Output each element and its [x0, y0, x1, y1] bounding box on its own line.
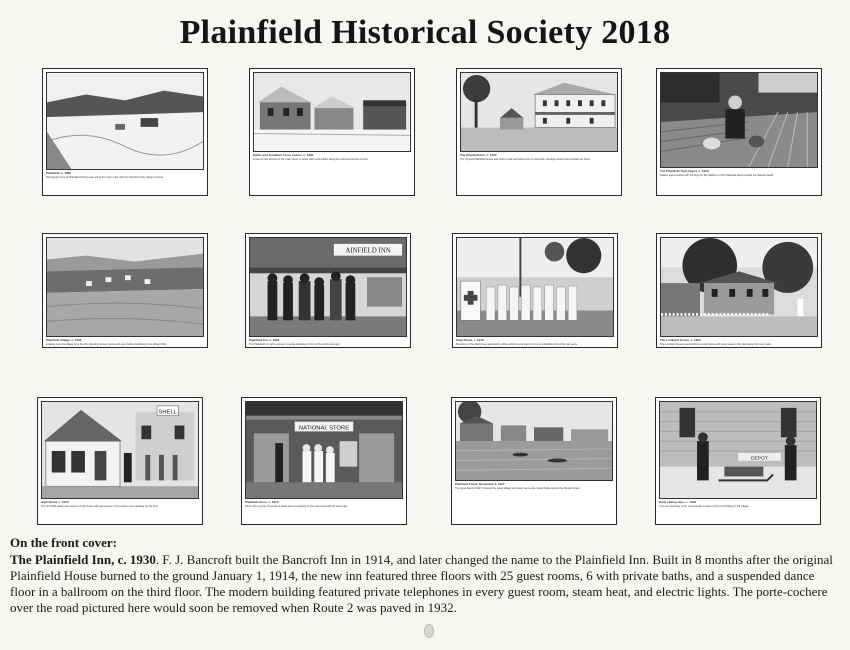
photo-card-9	[37, 397, 203, 525]
photo-card-1	[42, 68, 208, 196]
photo-sledding	[659, 401, 817, 499]
photo-flood	[455, 401, 613, 481]
photo-plainfield-inn-early	[460, 72, 618, 152]
page-title: Plainfield Historical Society 2018	[179, 14, 671, 51]
cover-lead: The Plainfield Inn, c. 1930	[10, 552, 156, 567]
photo-caption: Plainfield Store, c. 1910 Store with a group of people in white aprons standing on the steps beneath the store sign.	[245, 501, 349, 508]
photo-shell-station	[41, 401, 199, 499]
photo-card-7	[452, 233, 618, 348]
photo-winter-village	[46, 72, 204, 170]
shell-sign: SHELL	[158, 409, 178, 416]
depot-sign: DEPOT	[751, 456, 768, 462]
photo-card-11	[451, 397, 617, 525]
photo-lombard-house	[660, 237, 818, 337]
photo-card-2	[249, 68, 415, 196]
photo-winter-homes	[253, 72, 411, 152]
photo-card-8	[656, 233, 822, 348]
photo-village-view	[46, 237, 204, 337]
photo-caption: High Street, c. 1910 The old Shell station and store on High Street with gas pumps in front and a man standing by the door.	[41, 501, 159, 508]
photo-red-cross	[456, 237, 614, 337]
photo-caption: Gibbs and Jonathan Cross homes, c. 1900 A view of two homes on the main street in winter with snow banks along the road and fences in front.	[253, 154, 369, 161]
photo-caption: The Lombard House, c. 1900 The Lombard house stood behind a picket fence with large trees in the yard along the main road.	[660, 339, 772, 346]
photo-card-6	[245, 233, 411, 348]
hanging-hole	[424, 624, 434, 638]
photo-inn-group	[249, 237, 407, 337]
photo-card-5	[42, 233, 208, 348]
photo-card-12	[655, 397, 821, 525]
store-sign: NATIONAL STORE	[298, 425, 350, 432]
photo-caption: High Street, c. 1918 Members of the Red Cross gathered in white uniforms and caps in front of a building during the war years.	[456, 339, 578, 346]
photo-card-10	[241, 397, 407, 525]
photo-caption: Plainfield Village, c. 1900 Looking over the village from the hill, showing homes, barns and open fields stretching to the distant hills.	[46, 339, 167, 346]
cover-description	[10, 552, 842, 616]
photo-caption: The Plainfield Inn, c. 1900 The original Plainfield House was built on this site before the inn was built. Carriage sheds stood beside the hotel.	[460, 154, 591, 161]
inn-sign: AINFIELD INN	[345, 247, 391, 255]
cover-body-text: . F. J. Bancroft built the Bancroft Inn in 1914, and later changed the name to the Plainfield Inn. Built in 8 months after the original Plainfield House burned to the ground January 1, 1914, the new inn featured three floors with 25 guest rooms, 6 with private baths, and a suspended dance floor in a ballroom on the third floor. The modern building featured private telephones in every guest room, steam heat, and electric lights. The porte-cochere over the road pictured here would soon be removed when Route 2 was paved in 1932.	[10, 552, 833, 615]
photo-card-3	[456, 68, 622, 196]
photo-card-4	[656, 68, 822, 196]
photo-caption: Plainfield, c. 1890 Photograph view of Plainfield looking east along the main road, with the hill behind the village in winter.	[46, 172, 164, 179]
photo-caption: Early sliding days, c. 1900 Two men standing in the snow beside a sled in front of a building in the village.	[659, 501, 750, 508]
photo-caption: Plainfield Flood, November 4, 1927 The great flood of 1927 covered the lower village with water as people rowed boats across the flooded street.	[455, 483, 581, 490]
photo-caption: The Plainfield Train Depot, c. 1920 Station agent seated with his dogs on the platform of the Plainfield Depot beside the railroad tracks.	[660, 170, 775, 177]
photo-train-depot	[660, 72, 818, 168]
photo-national-store	[245, 401, 403, 499]
photo-caption: Plainfield Inn, c. 1920 The Plainfield Inn with a group of people standing in front of the porch and sign.	[249, 339, 341, 346]
cover-heading: On the front cover:	[10, 535, 117, 550]
